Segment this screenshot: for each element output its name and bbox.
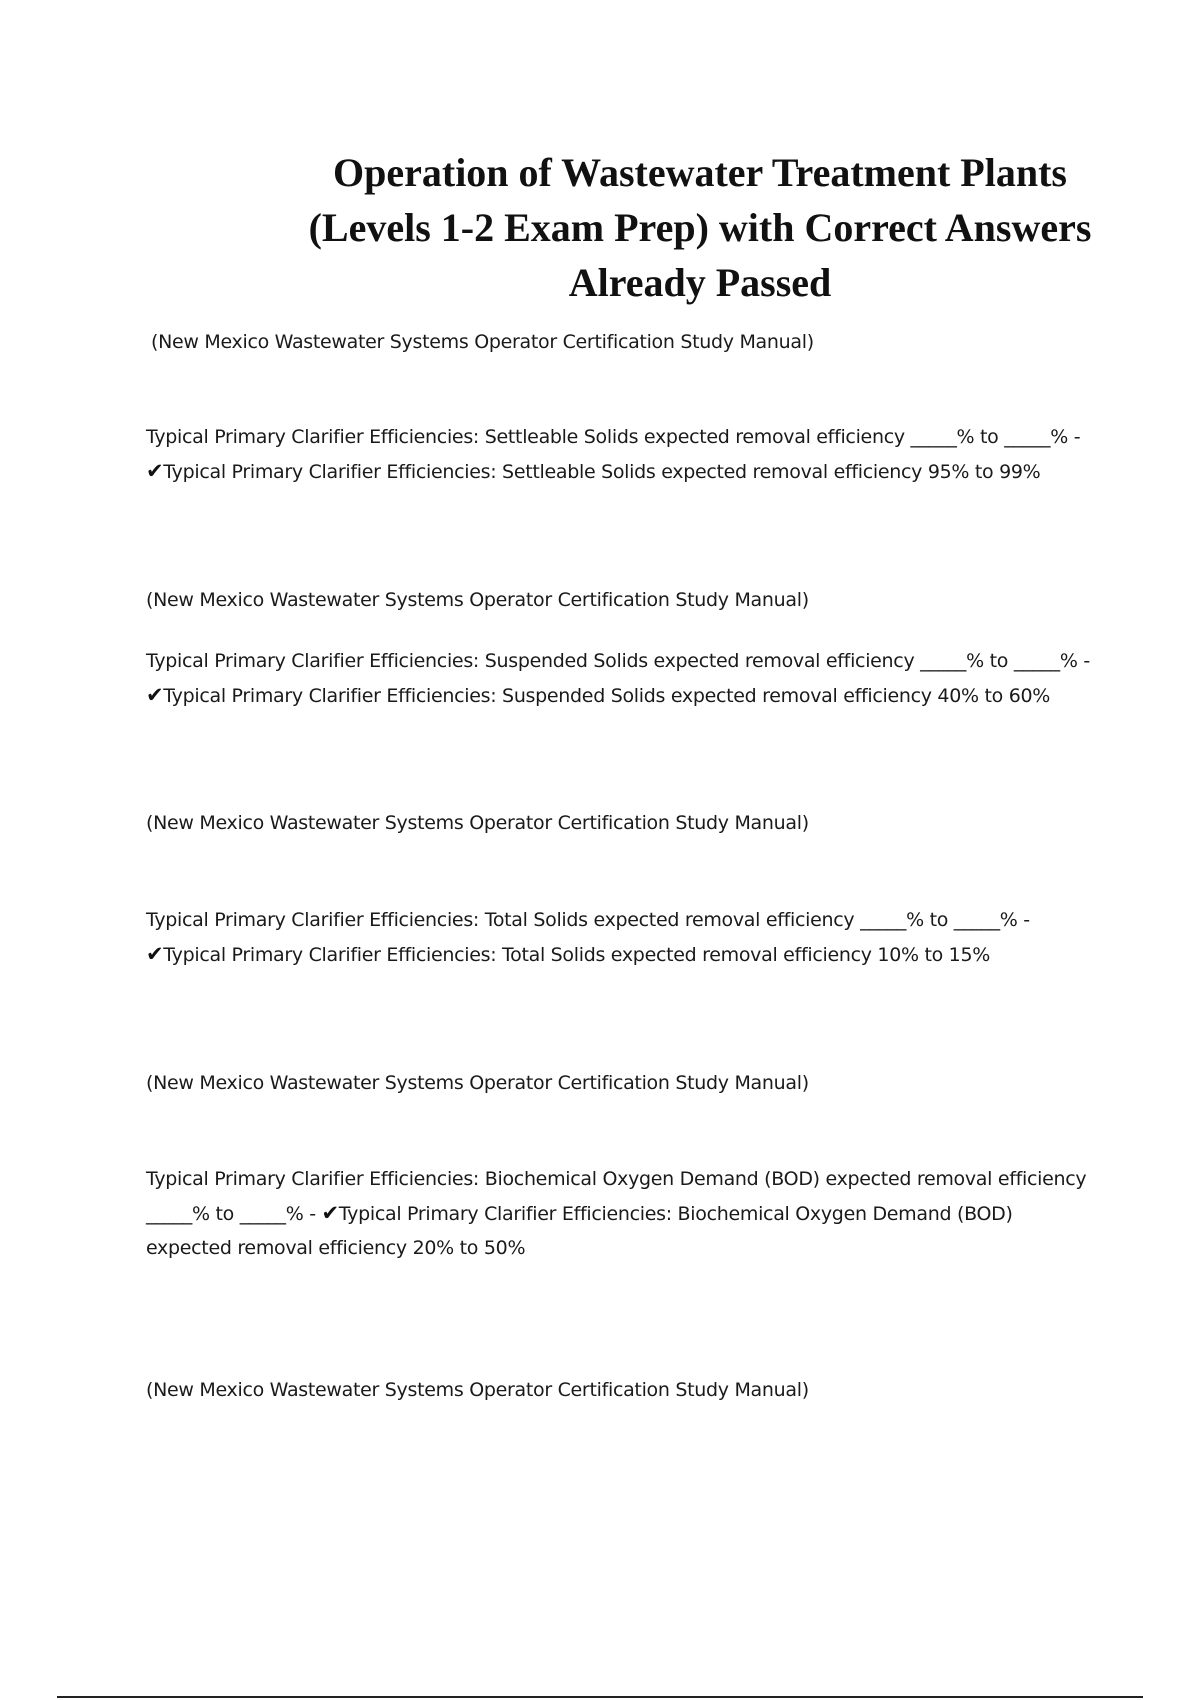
source-citation-2: (New Mexico Wastewater Systems Operator Certification Study Manual) — [146, 812, 809, 834]
question-text: Typical Primary Clarifier Efficiencies: Total Solids expected removal efficiency _____% to _____% - — [146, 909, 1030, 931]
qa-item-2 — [146, 644, 1096, 713]
question-text: Typical Primary Clarifier Efficiencies: Suspended Solids expected removal efficiency _____% to _____% - — [146, 650, 1090, 672]
answer-text: Typical Primary Clarifier Efficiencies: Biochemical Oxygen Demand (BOD) expected removal efficiency 20% to 50% — [146, 1203, 1013, 1259]
qa-item-1 — [146, 420, 1096, 489]
answer-text: Typical Primary Clarifier Efficiencies: Suspended Solids expected removal efficiency 40% to 60% — [163, 685, 1051, 707]
question-text: Typical Primary Clarifier Efficiencies: Settleable Solids expected removal efficiency _____% to _____% - — [146, 426, 1081, 448]
source-citation-4: (New Mexico Wastewater Systems Operator Certification Study Manual) — [146, 1379, 809, 1401]
check-mark-icon: ✔ — [321, 1201, 339, 1225]
qa-item-4 — [146, 1162, 1096, 1265]
check-mark-icon: ✔ — [146, 459, 164, 483]
footer-divider — [57, 1696, 1143, 1698]
check-mark-icon: ✔ — [146, 683, 164, 707]
answer-text: Typical Primary Clarifier Efficiencies: Settleable Solids expected removal efficiency 95% to 99% — [163, 461, 1041, 483]
answer-text: Typical Primary Clarifier Efficiencies: Total Solids expected removal efficiency 10% to 15% — [163, 944, 991, 966]
check-mark-icon: ✔ — [146, 942, 164, 966]
source-citation-3: (New Mexico Wastewater Systems Operator Certification Study Manual) — [146, 1072, 809, 1094]
question-text: Typical Primary Clarifier Efficiencies: Biochemical Oxygen Demand (BOD) expected removal efficiency _____% to _____% - — [146, 1168, 1087, 1225]
document-subtitle: (New Mexico Wastewater Systems Operator Certification Study Manual) — [151, 331, 814, 353]
document-title: Operation of Wastewater Treatment Plants (Levels 1-2 Exam Prep) with Correct Answers Already Passed — [308, 150, 1092, 305]
qa-item-3 — [146, 903, 1096, 972]
source-citation-1: (New Mexico Wastewater Systems Operator Certification Study Manual) — [146, 589, 809, 611]
